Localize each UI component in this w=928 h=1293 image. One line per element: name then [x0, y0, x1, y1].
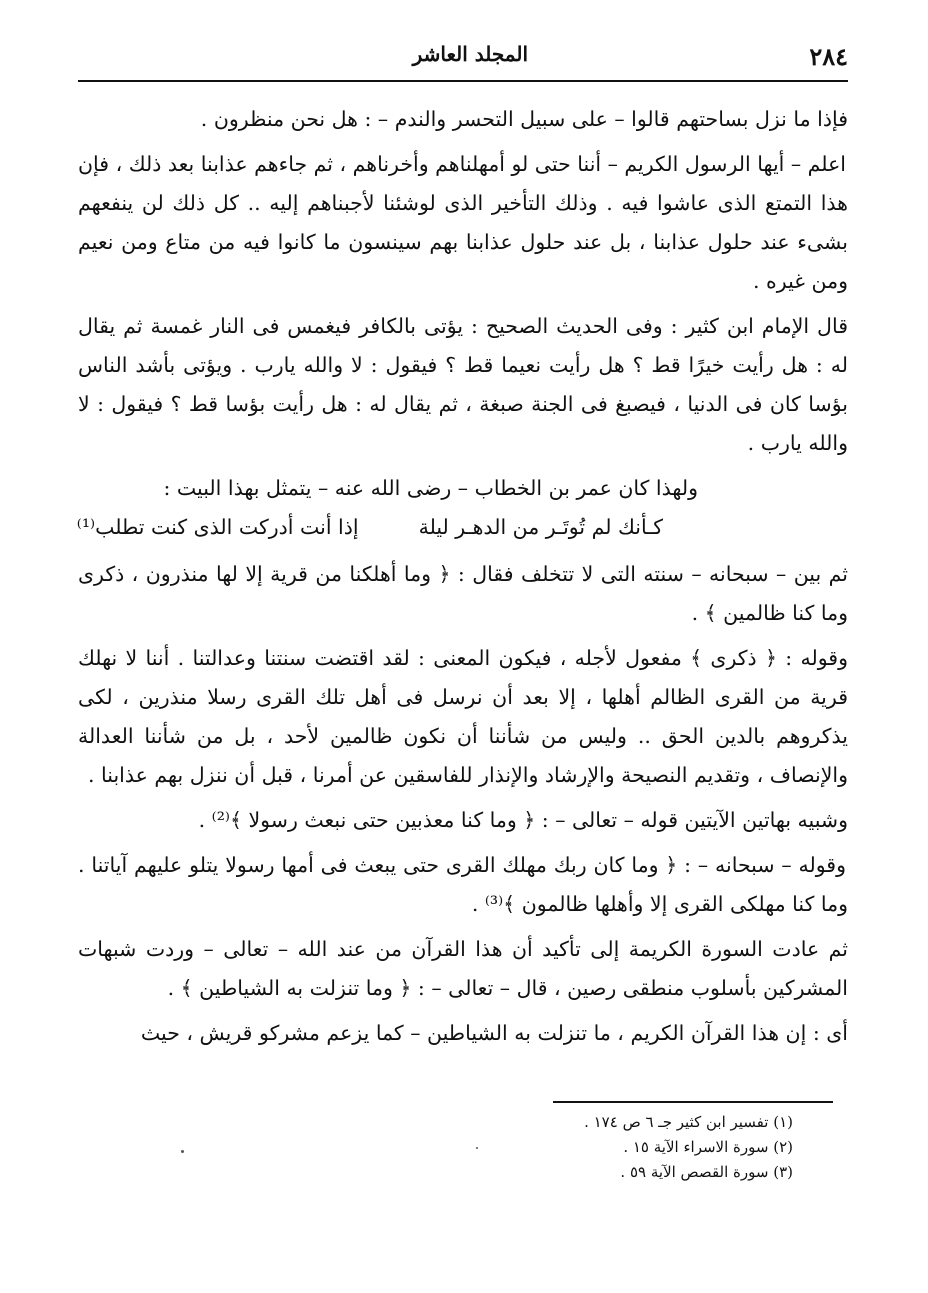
verse-intro: ولهذا كان عمر بن الخطاب – رضى الله عنه – يتمثل بهذا البيت : [163, 476, 698, 500]
page-number: ٢٨٤ [809, 42, 848, 71]
main-text [78, 100, 848, 1059]
paragraph-4: ثم بين – سبحانه – سنته التى لا تتخلف فقال : ﴿ وما أهلكنا من قرية إلا لها منذرون ، ذكرى وما كنا ظالمين ﴾ . [78, 562, 848, 625]
scan-speck [181, 1150, 184, 1153]
verse-second-hemistich: إذا أنت أدركت الذى كنت تطلب⁽¹⁾ [76, 515, 359, 539]
footnote-rule [553, 1101, 833, 1103]
paragraph-5: وقوله : ﴿ ذكرى ﴾ مفعول لأجله ، فيكون المعنى : لقد اقتضت سنتنا وعدالتنا . أننا لا نهلك قرية من القرى الظالم أهلها ، إلا بعد أن نرسل فى أهل تلك القرى رسلا منذرين ، لكى يذكروهم بالدين الحق .. وليس من شأننا أن نكون ظالمين لأحد ، بل من شأننا العدالة والإنصاف ، وتقديم النصيحة والإرشاد والإنذار للفاسقين عن أمرنا ، قبل أن ننزل بهم عذابنا . [78, 646, 848, 787]
running-title: المجلد العاشر [412, 42, 528, 66]
paragraph-3: قال الإمام ابن كثير : وفى الحديث الصحيح : يؤتى بالكافر فيغمس فى النار غمسة ثم يقال له : هل رأيت خيرًا قط ؟ هل رأيت نعيما قط ؟ فيقول : لا والله يارب . ويؤتى بأشد الناس بؤسا كان فى الدنيا ، فيصبغ فى الجنة صبغة ، ثم يقال له : هل رأيت بؤسا قط ؟ فيقول : لا والله يارب . [78, 314, 848, 455]
verse-first-hemistich: كـأنك لم تُوتَـر من الدهـر ليلة [418, 515, 663, 539]
footnote-1: (١) تفسير ابن كثير جـ ٦ ص ١٧٤ . [584, 1113, 793, 1131]
poetry-verse [78, 508, 848, 547]
header-rule [78, 80, 848, 82]
paragraph-8: ثم عادت السورة الكريمة إلى تأكيد أن هذا القرآن من عند الله – تعالى – وردت شبهات المشركين بأسلوب منطقى رصين ، قال – تعالى – : ﴿ وما تنزلت به الشياطين ﴾ . [78, 937, 848, 1000]
paragraph-6: وشبيه بهاتين الآيتين قوله – تعالى – : ﴿ وما كنا معذبين حتى نبعث رسولا ﴾⁽²⁾ . [198, 808, 848, 832]
paragraph-2: اعلم – أيها الرسول الكريم – أننا حتى لو أمهلناهم وأخرناهم ، ثم جاءهم عذابنا بعد ذلك ، فإن هذا التمتع الذى عاشوا فيه . وذلك التأخير الذى لوشئنا لأجبناهم إليه .. كل ذلك لن ينفعهم بشىء عند حلول عذابنا ، بل عند حلول عذابنا بهم سينسون ما كانوا فيه من متاع ومن نعيم ومن غيره . [77, 152, 848, 293]
page-header [78, 36, 848, 76]
scan-speck [476, 1147, 478, 1149]
paragraph-1: فإذا ما نزل بساحتهم قالوا – على سبيل التحسر والندم – : هل نحن منظرون . [200, 107, 848, 131]
paragraph-9: أى : إن هذا القرآن الكريم ، ما تنزلت به الشياطين – كما يزعم مشركو قريش ، حيث [140, 1021, 848, 1045]
footnotes [584, 1110, 793, 1185]
footnote-3: (٣) سورة القصص الآية ٥٩ . [620, 1163, 793, 1181]
paragraph-7: وقوله – سبحانه – : ﴿ وما كان ربك مهلك القرى حتى يبعث فى أمها رسولا يتلو عليهم آياتنا . وما كنا مهلكى القرى إلا وأهلها ظالمون ﴾⁽³⁾ . [78, 853, 848, 916]
footnote-2: (٢) سورة الاسراء الآية ١٥ . [623, 1138, 793, 1156]
